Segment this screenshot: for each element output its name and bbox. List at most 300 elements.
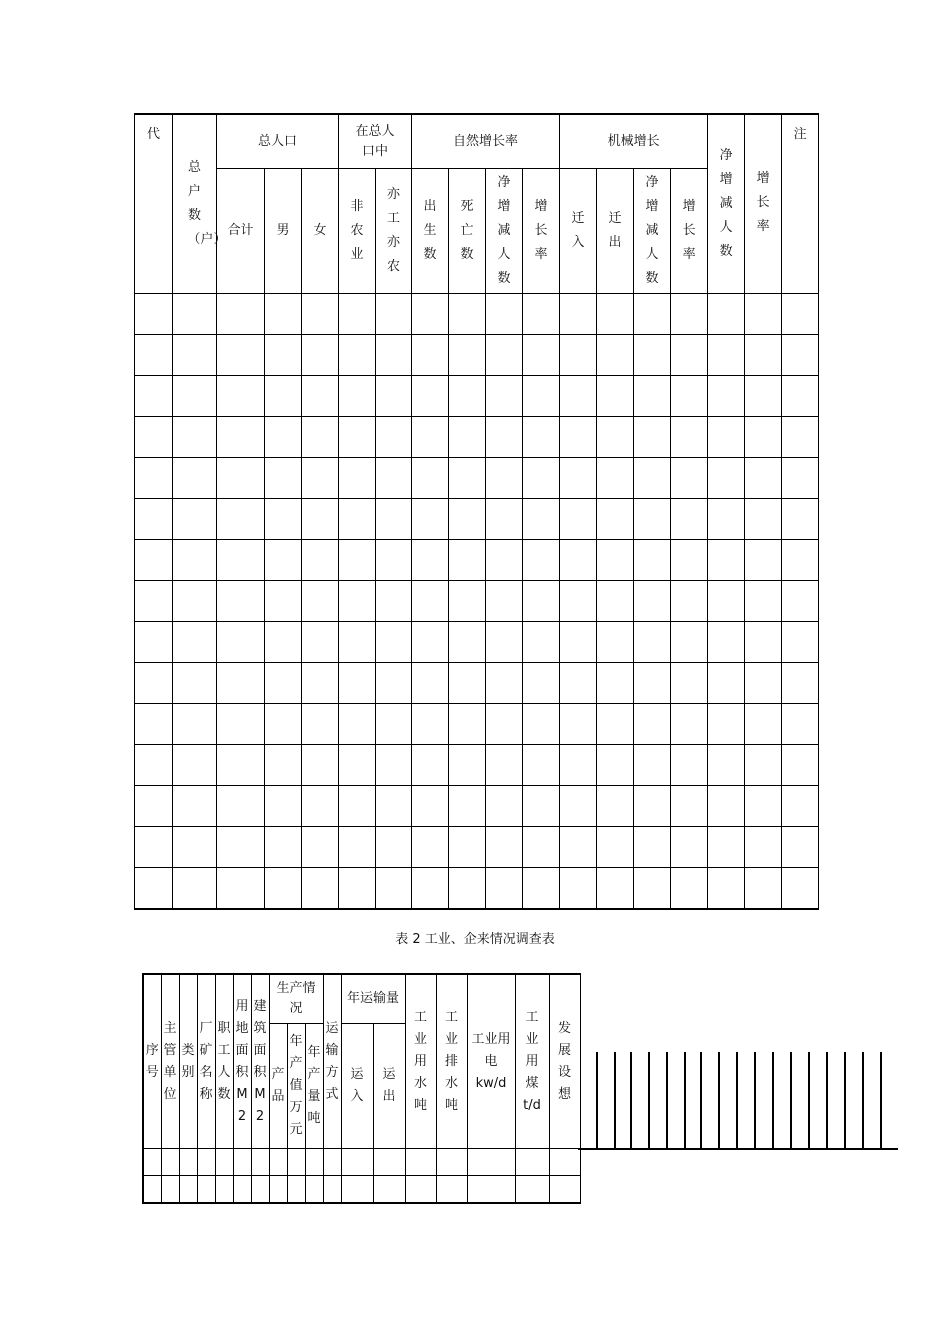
table-cell [634,868,671,910]
table-cell [486,745,523,786]
table-cell [708,868,745,910]
table-cell [523,335,560,376]
table-cell [449,581,486,622]
table-row [135,745,819,786]
header-annual-transport: 年运输量 [341,974,405,1024]
table-cell [523,704,560,745]
table-cell [745,745,782,786]
table-cell [197,1176,215,1204]
population-table-body [135,294,819,910]
table-cell [339,786,376,827]
table-cell [269,1149,287,1176]
table-cell [217,499,265,540]
table-cell [376,786,412,827]
table-cell [782,704,819,745]
table-cell [412,581,449,622]
table-cell [486,868,523,910]
table-cell [708,376,745,417]
table-cell [745,868,782,910]
table-cell [745,540,782,581]
table-cell [217,335,265,376]
table-cell [197,1149,215,1176]
table-cell [251,1149,269,1176]
table-cell [523,868,560,910]
header-factory: 厂矿名称 [197,974,215,1149]
table-cell [173,458,217,499]
header-total: 合计 [217,169,265,294]
table-cell [523,417,560,458]
table-cell [376,294,412,335]
table-cell [745,294,782,335]
table-cell [671,540,708,581]
table-cell [143,1149,161,1176]
table-cell [782,745,819,786]
table-cell [173,499,217,540]
table-cell [302,458,339,499]
table-cell [412,745,449,786]
table-cell [217,540,265,581]
table-cell [671,704,708,745]
table-cell [449,786,486,827]
header-land-area: 用地面积M2 [233,974,251,1149]
header-note: 注 [782,114,819,294]
table-cell [376,335,412,376]
header-mechanical-net-change: 净增减人数 [634,169,671,294]
table-cell [486,622,523,663]
table-cell [302,294,339,335]
table-cell [217,745,265,786]
table-cell [135,581,173,622]
table-cell [339,294,376,335]
table-cell [302,622,339,663]
header-dai: 代 [135,114,173,294]
header-staff: 职工人数 [215,974,233,1149]
table-cell [217,704,265,745]
rule-stub [754,1052,756,1150]
table-cell [560,622,597,663]
header-natural-growth: 自然增长率 [412,114,560,169]
table-cell [708,540,745,581]
table-cell [135,704,173,745]
table-cell [233,1149,251,1176]
header-in-total-population: 在总人口中 [339,114,412,169]
table-row [135,417,819,458]
table-cell [671,745,708,786]
table-cell [671,335,708,376]
table-cell [217,827,265,868]
header-net-change: 净增减人数 [708,114,745,294]
table-cell [745,786,782,827]
header-drain: 工业排水吨 [436,974,467,1149]
table-cell [302,540,339,581]
table-cell [135,786,173,827]
table-cell [143,1176,161,1204]
table-cell [135,458,173,499]
header-category: 类别 [179,974,197,1149]
table-cell [634,786,671,827]
table-cell [376,827,412,868]
table-cell [265,827,302,868]
table-cell [671,417,708,458]
table-cell [373,1176,405,1204]
header-total-population: 总人口 [217,114,339,169]
table-cell [708,786,745,827]
table-cell [339,376,376,417]
table-cell [339,622,376,663]
table-cell [412,417,449,458]
table-cell [597,499,634,540]
header-product: 产品 [269,1024,287,1149]
table-cell [412,458,449,499]
table-cell [671,294,708,335]
header-build-area: 建筑面积M2 [251,974,269,1149]
table-cell [523,499,560,540]
table-cell [376,417,412,458]
table-cell [376,704,412,745]
table-cell [671,458,708,499]
table-cell [782,294,819,335]
table-cell [486,417,523,458]
table-row [135,663,819,704]
table-cell [436,1176,467,1204]
rule-stub [808,1052,810,1150]
table-cell [745,827,782,868]
table-cell [265,704,302,745]
table-cell [745,581,782,622]
table-cell [341,1176,373,1204]
table-cell [405,1176,436,1204]
table-cell [302,704,339,745]
table-cell [523,663,560,704]
header-coal: 工业用煤 t/d [515,974,549,1149]
table-cell [708,745,745,786]
table-cell [634,499,671,540]
table-cell [782,827,819,868]
table-cell [265,294,302,335]
table-cell [560,376,597,417]
table-cell [486,294,523,335]
header-seq: 序号 [143,974,161,1149]
rule-stub [862,1052,864,1150]
table-cell [708,704,745,745]
table-row [135,458,819,499]
table-cell [560,417,597,458]
table-cell [449,335,486,376]
table-cell [597,745,634,786]
table-cell [265,581,302,622]
table-cell [671,786,708,827]
table-cell [135,376,173,417]
table-cell [449,458,486,499]
table-row [135,786,819,827]
table-row [135,622,819,663]
table-cell [486,376,523,417]
table-cell [486,458,523,499]
table-cell [523,458,560,499]
header-natural-net-change: 净增减人数 [486,169,523,294]
table-cell [486,499,523,540]
table-cell [486,581,523,622]
table-cell [265,745,302,786]
table-cell [449,376,486,417]
table-cell [376,581,412,622]
table-cell [135,868,173,910]
table-cell [135,417,173,458]
table-cell [671,376,708,417]
table-cell [671,868,708,910]
table-cell [560,827,597,868]
table-cell [173,335,217,376]
table-cell [376,458,412,499]
header-deaths: 死亡数 [449,169,486,294]
table-cell [135,540,173,581]
table-cell [523,745,560,786]
table-cell [135,499,173,540]
table-cell [634,540,671,581]
rule-stub [648,1052,650,1150]
table-cell [708,335,745,376]
rule-stub [826,1052,828,1150]
table-cell [449,417,486,458]
header-ship-in: 运入 [341,1024,373,1149]
table-cell [323,1149,341,1176]
table-cell [305,1149,323,1176]
table-cell [560,335,597,376]
table-cell [339,540,376,581]
table-cell [376,376,412,417]
table-cell [597,294,634,335]
table-cell [265,540,302,581]
table-cell [161,1176,179,1204]
table-cell [708,417,745,458]
table-cell [412,622,449,663]
table-cell [341,1149,373,1176]
table-cell [376,663,412,704]
table-cell [560,704,597,745]
table-cell [449,868,486,910]
table-cell [523,376,560,417]
table-cell [745,622,782,663]
table-cell [173,540,217,581]
table-cell [634,376,671,417]
table-cell [265,499,302,540]
table-cell [560,786,597,827]
table-cell [782,581,819,622]
table-cell [173,745,217,786]
table-cell [173,622,217,663]
rule-stub [880,1052,882,1150]
table-cell [339,827,376,868]
table-cell [302,868,339,910]
table-cell [339,499,376,540]
table-cell [412,786,449,827]
table-cell [323,1176,341,1204]
table-cell [745,458,782,499]
table-row [143,1149,580,1176]
table-cell [671,663,708,704]
table-cell [217,581,265,622]
table-cell [745,335,782,376]
table-cell [339,663,376,704]
rule-stub [736,1052,738,1150]
table-cell [549,1176,580,1204]
header-water: 工业用水吨 [405,974,436,1149]
header-total-households: 总户数（户） [173,114,217,294]
table-row [135,376,819,417]
table-cell [634,417,671,458]
table-cell [449,827,486,868]
table-cell [265,335,302,376]
table-cell [782,868,819,910]
table-cell [782,540,819,581]
table-cell [634,294,671,335]
header-female: 女 [302,169,339,294]
table-row [143,1176,580,1204]
table-cell [233,1176,251,1204]
table-cell [302,335,339,376]
table-cell [560,581,597,622]
header-output-value: 年产值万元 [287,1024,305,1149]
table-cell [161,1149,179,1176]
table-cell [634,622,671,663]
rule-stub-base [578,1148,898,1150]
table-cell [449,704,486,745]
table-cell [486,786,523,827]
table-cell [782,417,819,458]
table-cell [782,786,819,827]
industry-survey-table [142,973,581,1204]
table-cell [412,376,449,417]
header-move-out: 迁出 [597,169,634,294]
table-cell [412,827,449,868]
rule-stub [718,1052,720,1150]
table-cell [265,868,302,910]
table-cell [745,376,782,417]
table-caption: 表 2 工业、企来情况调查表 [395,932,555,947]
header-dept: 主管单位 [161,974,179,1149]
rule-stub [596,1052,598,1150]
table-cell [217,663,265,704]
table-cell [173,868,217,910]
table-cell [265,663,302,704]
table-rule-stubs [578,1052,898,1150]
table-cell [173,376,217,417]
table-cell [634,458,671,499]
table-cell [560,458,597,499]
table-cell [634,335,671,376]
table-cell [634,581,671,622]
table-cell [376,540,412,581]
table-cell [597,827,634,868]
table-cell [782,458,819,499]
table-cell [339,458,376,499]
table-cell [597,581,634,622]
table-cell [449,540,486,581]
table-cell [265,376,302,417]
table-cell [549,1149,580,1176]
table-cell [217,458,265,499]
table-cell [135,622,173,663]
table-cell [745,499,782,540]
table-cell [265,417,302,458]
table-cell [634,704,671,745]
industry-table-body [143,1149,580,1204]
header-plan: 发展设想 [549,974,580,1149]
table-cell [515,1149,549,1176]
table-cell [560,745,597,786]
table-cell [215,1176,233,1204]
table-cell [217,294,265,335]
table-cell [173,294,217,335]
table-cell [287,1149,305,1176]
table-cell [215,1149,233,1176]
table-cell [302,376,339,417]
rule-stub [614,1052,616,1150]
table-cell [251,1176,269,1204]
table-cell [708,663,745,704]
table-cell [486,827,523,868]
table-cell [135,294,173,335]
table-cell [376,499,412,540]
table-cell [486,540,523,581]
table-cell [486,663,523,704]
table-cell [560,540,597,581]
table-cell [782,499,819,540]
table-cell [305,1176,323,1204]
table-cell [302,581,339,622]
table-cell [782,376,819,417]
table-cell [449,745,486,786]
table-cell [523,786,560,827]
table-cell [339,417,376,458]
table-cell [597,417,634,458]
table-cell [449,663,486,704]
table-cell [671,581,708,622]
table-cell [412,663,449,704]
header-transport-mode: 运输方式 [323,974,341,1149]
rule-stub [684,1052,686,1150]
table-cell [745,663,782,704]
table-cell [179,1176,197,1204]
table-cell [523,581,560,622]
table-cell [708,827,745,868]
header-power: 工业用电 kw/d [467,974,515,1149]
table-cell [135,827,173,868]
table-cell [597,335,634,376]
table-cell [339,745,376,786]
table-cell [412,499,449,540]
table-cell [302,827,339,868]
table-row [135,868,819,910]
table-cell [173,786,217,827]
table-cell [560,294,597,335]
table-row [135,294,819,335]
table-row [135,335,819,376]
table-cell [412,704,449,745]
table-cell [597,663,634,704]
rule-stub [630,1052,632,1150]
table-row [135,704,819,745]
table-cell [376,745,412,786]
table-row [135,540,819,581]
header-ship-out: 运出 [373,1024,405,1149]
table-cell [265,786,302,827]
table-cell [560,499,597,540]
table-cell [449,294,486,335]
table-cell [302,663,339,704]
header-male: 男 [265,169,302,294]
table-cell [523,540,560,581]
